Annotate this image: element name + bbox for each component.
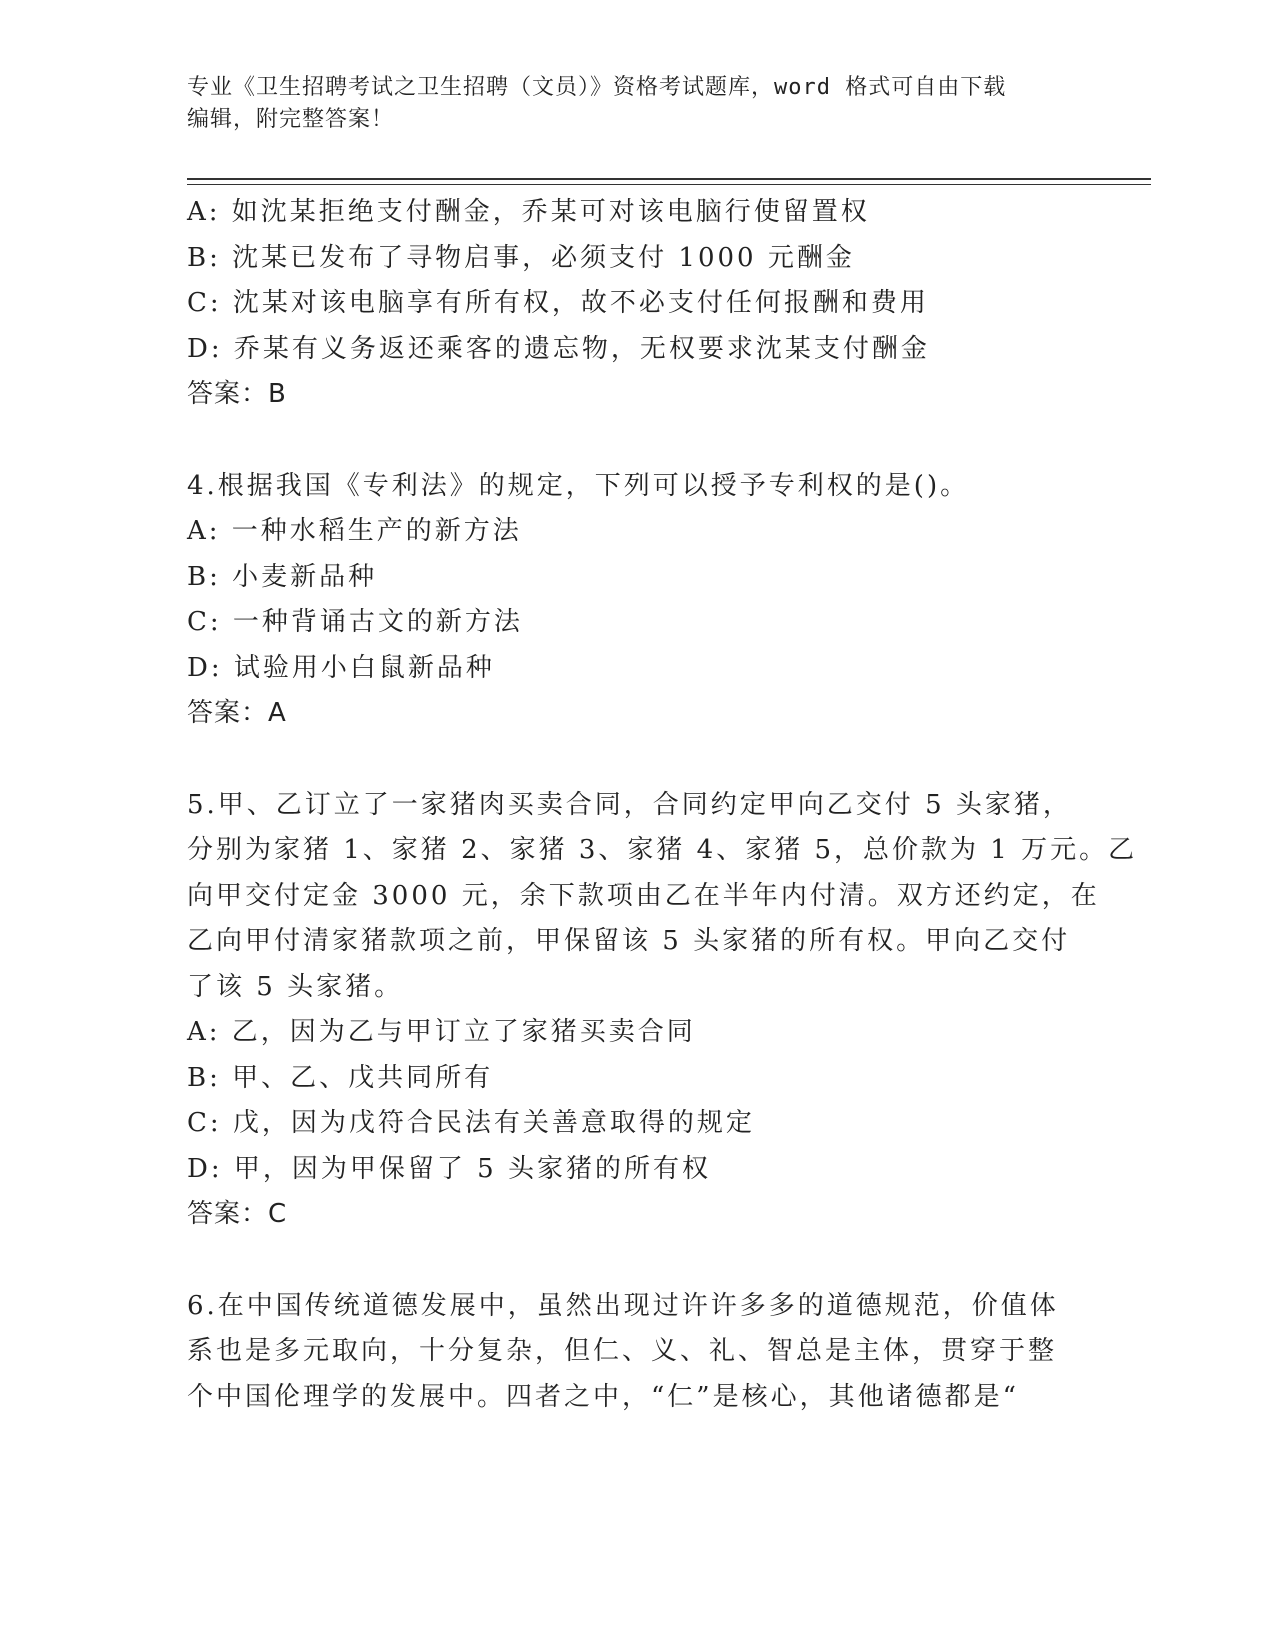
- question-stem-line: 系也是多元取向，十分复杂，但仁、义、礼、智总是主体，贯穿于整: [187, 1336, 1058, 1366]
- option-line: C: 沈某对该电脑享有所有权，故不必支付任何报酬和费用: [187, 288, 929, 318]
- option-line: B: 甲、乙、戊共同所有: [187, 1062, 494, 1093]
- question-stem-line: 向甲交付定金 3000 元，余下款项由乙在半年内付清。双方还约定，在: [187, 880, 1100, 911]
- answer-line: 答案：A: [187, 698, 287, 728]
- block-spacer: [187, 737, 1087, 783]
- option-line: A: 如沈某拒绝支付酬金，乔某可对该电脑行使留置权: [187, 197, 870, 227]
- option-line: B: 沈某已发布了寻物启事，必须支付 1000 元酬金: [187, 242, 855, 273]
- question-stem-line: 6.在中国传统道德发展中，虽然出现过许许多多的道德规范，价值体: [187, 1290, 1059, 1321]
- question-content: [187, 190, 1138, 1420]
- header-divider-thin: [187, 184, 1151, 185]
- document-header: [187, 72, 1087, 136]
- header-line-2: 编辑，附完整答案！: [187, 107, 395, 132]
- question-block-3: [187, 190, 1087, 418]
- option-line: C: 一种背诵古文的新方法: [187, 607, 523, 637]
- question-stem-line: 5.甲、乙订立了一家猪肉买卖合同，合同约定甲向乙交付 5 头家猪，: [187, 789, 1072, 820]
- option-line: D: 甲，因为甲保留了 5 头家猪的所有权: [187, 1153, 711, 1184]
- answer-line: 答案：B: [187, 379, 287, 409]
- block-spacer: [187, 418, 1087, 464]
- block-spacer: [187, 1238, 1087, 1284]
- question-block-4: [187, 464, 1087, 737]
- header-line-1: 专业《卫生招聘考试之卫生招聘（文员）》资格考试题库，word 格式可自由下载: [187, 75, 1007, 100]
- option-line: D: 乔某有义务返还乘客的遗忘物，无权要求沈某支付酬金: [187, 333, 930, 364]
- option-line: D: 试验用小白鼠新品种: [187, 652, 495, 683]
- question-stem-line: 个中国伦理学的发展中。四者之中，“仁”是核心，其他诸德都是“: [187, 1381, 1019, 1412]
- option-line: A: 一种水稻生产的新方法: [187, 516, 522, 546]
- option-line: A: 乙，因为乙与甲订立了家猪买卖合同: [187, 1017, 696, 1047]
- question-stem-line: 了该 5 头家猪。: [187, 971, 404, 1002]
- question-stem-line: 分别为家猪 1、家猪 2、家猪 3、家猪 4、家猪 5，总价款为 1 万元。乙: [187, 835, 1138, 865]
- question-stem-line: 4.根据我国《专利法》的规定，下列可以授予专利权的是()。: [187, 470, 970, 501]
- question-stem-line: 乙向甲付清家猪款项之前，甲保留该 5 头家猪的所有权。甲向乙交付: [187, 926, 1071, 956]
- question-block-6: [187, 1284, 1087, 1421]
- option-line: C: 戊，因为戊符合民法有关善意取得的规定: [187, 1108, 755, 1138]
- question-block-5: [187, 783, 1138, 1238]
- option-line: B: 小麦新品种: [187, 561, 378, 592]
- header-divider-thick: [187, 178, 1151, 180]
- answer-line: 答案：C: [187, 1199, 288, 1229]
